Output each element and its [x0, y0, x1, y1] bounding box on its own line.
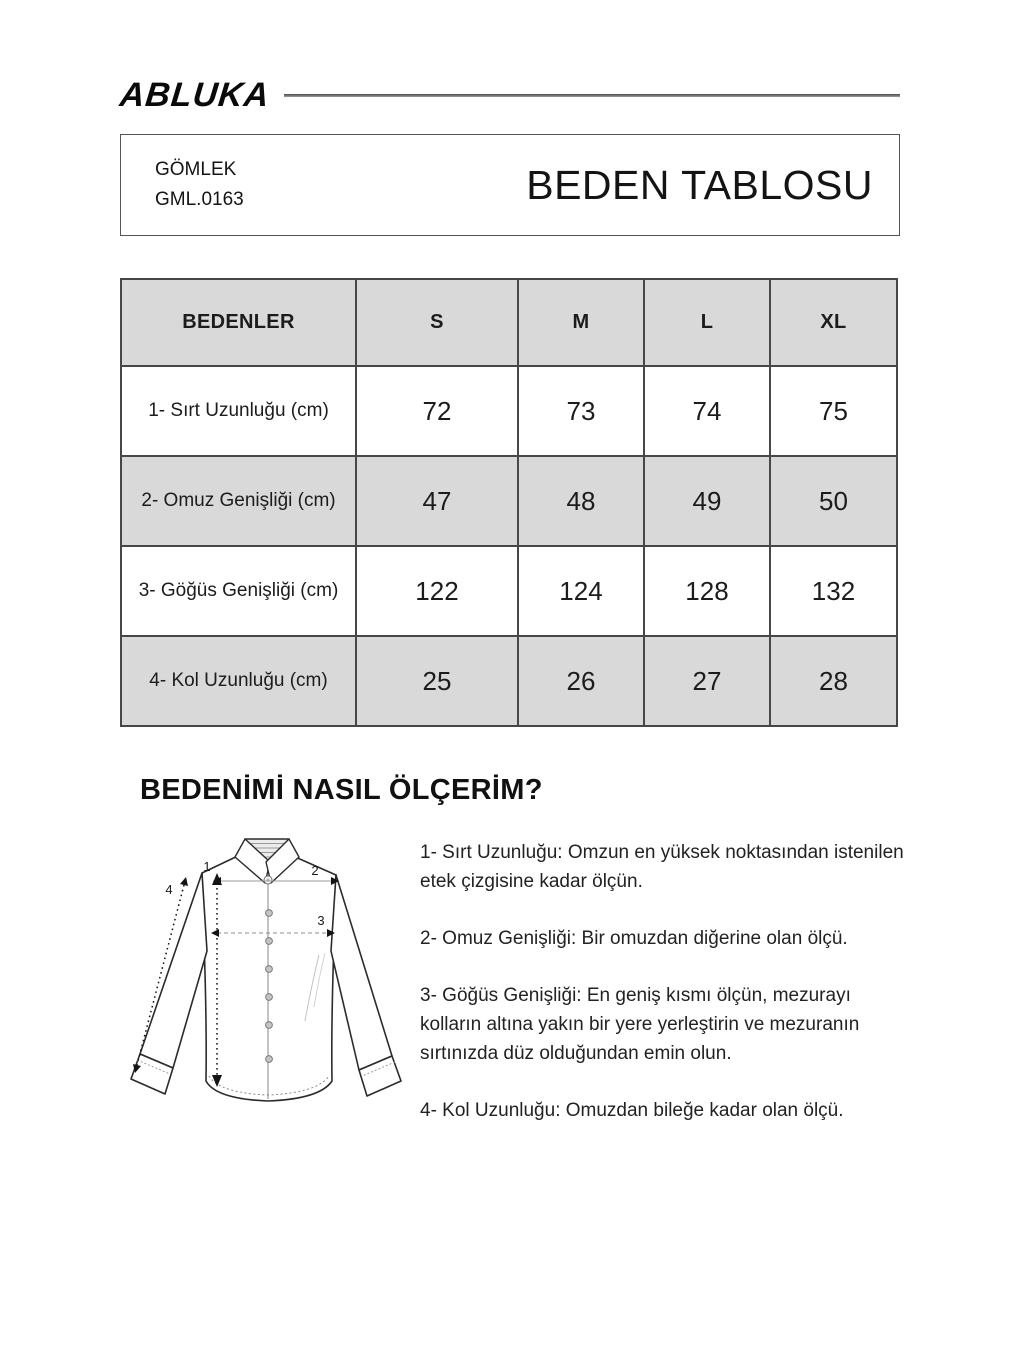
cell-value: 128 — [644, 546, 770, 636]
cell-value: 26 — [518, 636, 644, 726]
instruction-back-length: 1- Sırt Uzunluğu: Omzun en yüksek noktasından istenilen etek çizgisine kadar ölçün. — [420, 842, 904, 892]
row-label-back-length: 1- Sırt Uzunluğu (cm) — [121, 366, 356, 456]
brand-rule-line — [284, 94, 900, 97]
header-row — [121, 279, 897, 366]
title-box — [120, 134, 900, 236]
table-row — [121, 456, 897, 546]
column-header-s: S — [356, 279, 518, 366]
column-header-m: M — [518, 279, 644, 366]
product-code: GML.0163 — [155, 189, 244, 210]
left-sleeve — [140, 873, 207, 1068]
cell-value: 28 — [770, 636, 897, 726]
diagram-label-4: 4 — [165, 882, 173, 897]
row-label-shoulder-width: 2- Omuz Genişliği (cm) — [121, 456, 356, 546]
product-info — [155, 155, 244, 215]
instruction-chest-width: 3- Göğüs Genişliği: En geniş kısmı ölçün, mezurayı kolların altına yakın bir yere yerleştirin ve mezuranın sırtınızda düz olduğundan emin olun. — [420, 985, 860, 1064]
instruction-shoulder-width: 2- Omuz Genişliği: Bir omuzdan diğerine olan ölçü. — [420, 928, 848, 949]
instruction-sleeve-length: 4- Kol Uzunluğu: Omuzdan bileğe kadar olan ölçü. — [420, 1100, 844, 1121]
cell-value: 48 — [518, 456, 644, 546]
measurement-instructions — [420, 838, 910, 1153]
right-sleeve — [331, 875, 392, 1070]
shirt-body — [202, 854, 336, 1101]
table-row — [121, 546, 897, 636]
cell-value: 73 — [518, 366, 644, 456]
cell-value: 124 — [518, 546, 644, 636]
howto-heading: BEDENİMİ NASIL ÖLÇERİM? — [140, 774, 543, 806]
table-row — [121, 636, 897, 726]
column-header-l: L — [644, 279, 770, 366]
cell-value: 49 — [644, 456, 770, 546]
column-header-sizes: BEDENLER — [121, 279, 356, 366]
cell-value: 122 — [356, 546, 518, 636]
cell-value: 27 — [644, 636, 770, 726]
brand-header — [120, 78, 900, 112]
cell-value: 132 — [770, 546, 897, 636]
table-row — [121, 366, 897, 456]
cell-value: 72 — [356, 366, 518, 456]
cell-value: 75 — [770, 366, 897, 456]
brand-logo: ABLUKA — [118, 76, 272, 114]
cell-value: 50 — [770, 456, 897, 546]
size-table — [120, 278, 898, 727]
shirt-measurement-diagram — [122, 833, 410, 1133]
diagram-label-1: 1 — [203, 859, 211, 874]
diagram-label-3: 3 — [317, 913, 325, 928]
diagram-label-2: 2 — [311, 863, 319, 878]
cell-value: 47 — [356, 456, 518, 546]
cell-value: 74 — [644, 366, 770, 456]
row-label-sleeve-length: 4- Kol Uzunluğu (cm) — [121, 636, 356, 726]
row-label-chest-width: 3- Göğüs Genişliği (cm) — [121, 546, 356, 636]
column-header-xl: XL — [770, 279, 897, 366]
page-title: BEDEN TABLOSU — [526, 161, 873, 208]
product-name: GÖMLEK — [155, 159, 237, 180]
cell-value: 25 — [356, 636, 518, 726]
